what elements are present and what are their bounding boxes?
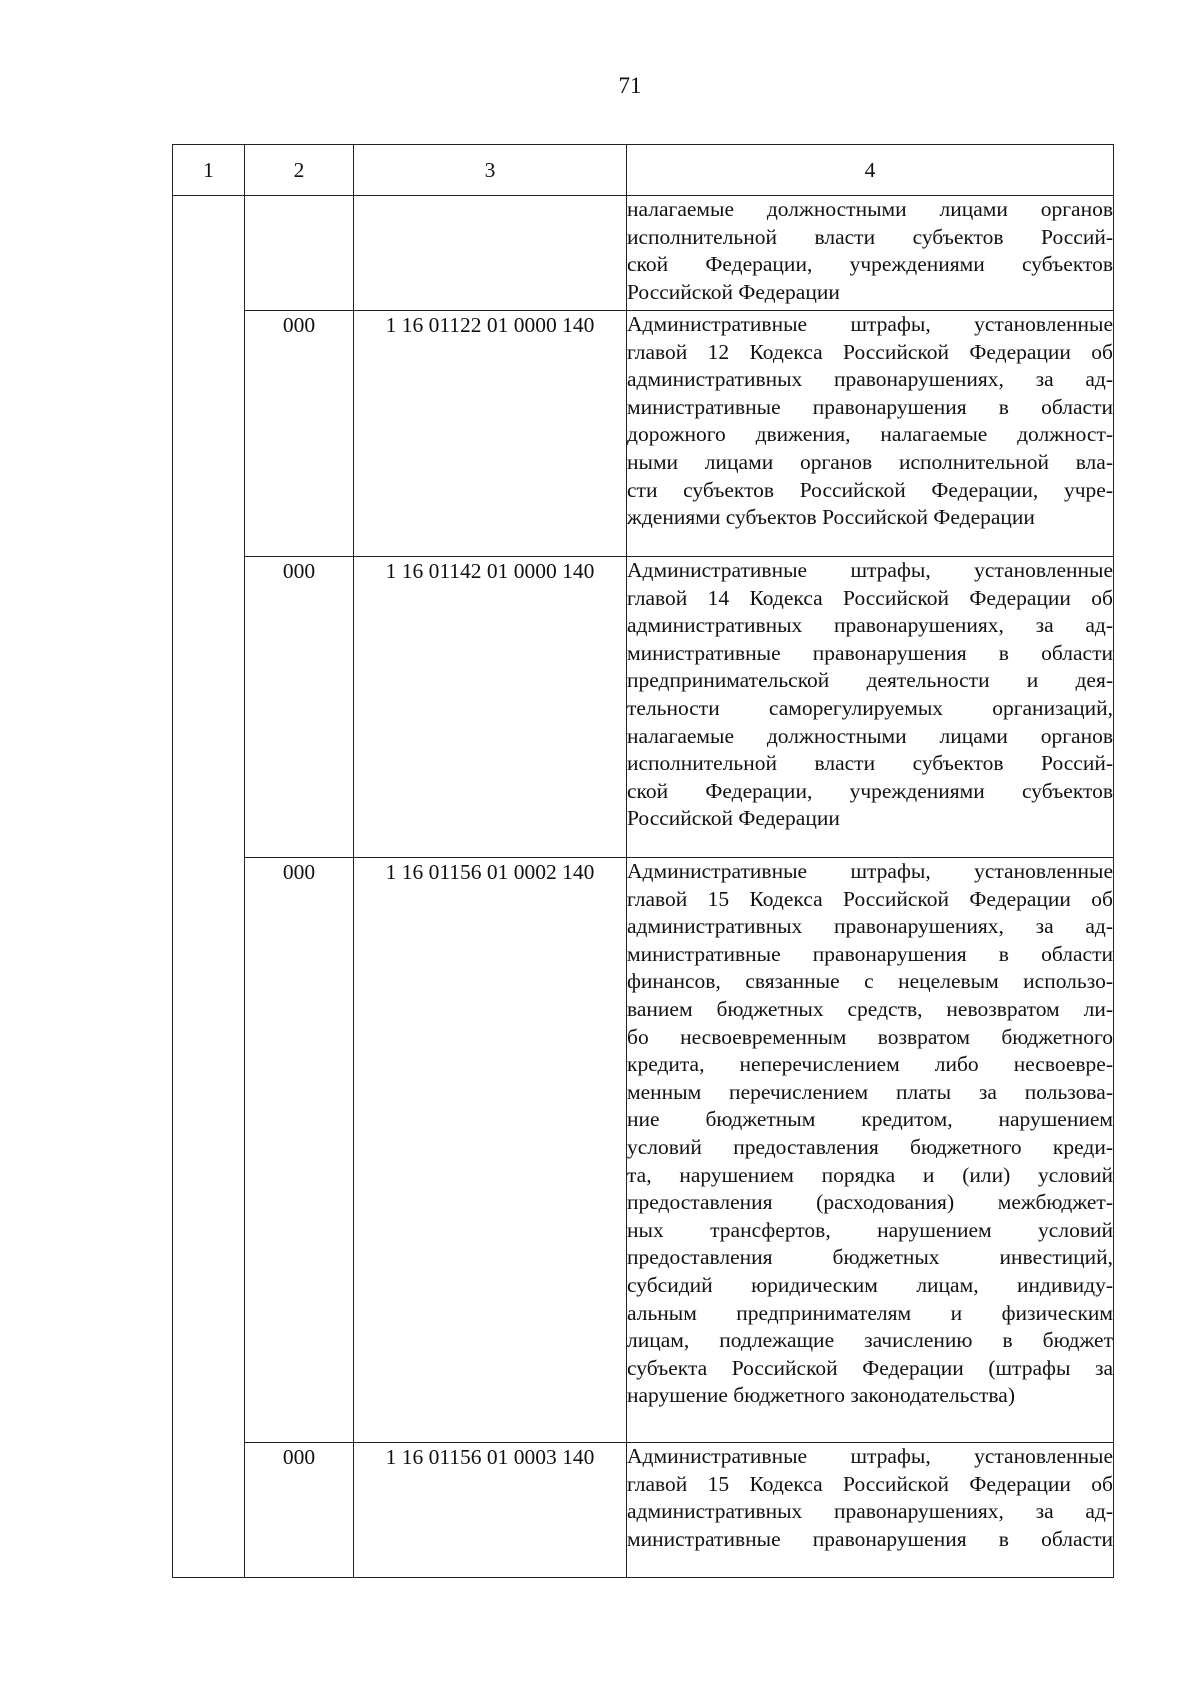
table-header-row <box>173 145 1114 196</box>
description-line: министративные правонарушения в области <box>627 640 1113 665</box>
description-line: финансов, связанные с нецелевым использо- <box>627 969 1113 994</box>
cell-description <box>627 858 1114 1443</box>
description-line: налагаемые должностными лицами органов <box>627 723 1113 748</box>
description-line: Административные штрафы, установленные <box>627 558 1113 582</box>
cell-description <box>627 311 1114 557</box>
cell-description <box>627 557 1114 858</box>
description-line: Административные штрафы, установленные <box>627 859 1113 883</box>
description-line: министративные правонарушения в области <box>627 394 1113 419</box>
cell-revenue-code: 1 16 01142 01 0000 140 <box>354 557 627 858</box>
description-line: бо несвоевременным возвратом бюджетного <box>627 1024 1113 1049</box>
cell-description <box>627 196 1114 311</box>
description-line: административных правонарушениях, за ад- <box>627 613 1113 638</box>
cell-admin-code: 000 <box>245 557 354 858</box>
description-line: ние бюджетным кредитом, нарушением <box>627 1107 1113 1132</box>
description-line: менным перечислением платы за пользова- <box>627 1079 1113 1104</box>
description-line: Административные штрафы, установленные <box>627 312 1113 336</box>
description-line: субъекта Российской Федерации (штрафы за <box>627 1355 1113 1380</box>
cell-admin-code: 000 <box>245 311 354 557</box>
cell-col1 <box>173 196 245 1578</box>
description-line: альным предпринимателям и физическим <box>627 1300 1113 1325</box>
table-row <box>173 858 1114 1443</box>
table-row <box>173 557 1114 858</box>
description-line: предоставления (расходования) межбюджет- <box>627 1190 1113 1215</box>
description-line: исполнительной власти субъектов Россий- <box>627 224 1113 249</box>
cell-revenue-code: 1 16 01122 01 0000 140 <box>354 311 627 557</box>
description-line: административных правонарушениях, за ад- <box>627 914 1113 939</box>
description-line: предоставления бюджетных инвестиций, <box>627 1245 1113 1270</box>
table-row <box>173 1443 1114 1578</box>
description-line: ванием бюджетных средств, невозвратом ли- <box>627 996 1113 1021</box>
description-line: главой 15 Кодекса Российской Федерации об <box>627 886 1113 911</box>
description-line: министративные правонарушения в области <box>627 1526 1113 1551</box>
cell-revenue-code: 1 16 01156 01 0002 140 <box>354 858 627 1443</box>
description-line: Российской Федерации <box>627 806 840 831</box>
cell-revenue-code <box>354 196 627 311</box>
description-line: ской Федерации, учреждениями субъектов <box>627 252 1113 277</box>
description-line: субсидий юридическим лицам, индивиду- <box>627 1272 1113 1297</box>
description-line: ными лицами органов исполнительной вла- <box>627 449 1113 474</box>
cell-revenue-code: 1 16 01156 01 0003 140 <box>354 1443 627 1578</box>
cell-description <box>627 1443 1114 1578</box>
description-line: сти субъектов Российской Федерации, учре- <box>627 477 1113 502</box>
description-line: ждениями субъектов Российской Федерации <box>627 505 1035 530</box>
table-row <box>173 311 1114 557</box>
description-line: административных правонарушениях, за ад- <box>627 1499 1113 1524</box>
column-header-3: 3 <box>354 145 627 196</box>
description-line: лицам, подлежащие зачислению в бюджет <box>627 1328 1113 1353</box>
cell-admin-code: 000 <box>245 1443 354 1578</box>
cell-admin-code <box>245 196 354 311</box>
description-line: налагаемые должностными лицами органов <box>627 197 1113 221</box>
table-body <box>173 196 1114 1578</box>
description-line: Административные штрафы, установленные <box>627 1444 1113 1468</box>
description-line: предпринимательской деятельности и дея- <box>627 668 1113 693</box>
description-line: министративные правонарушения в области <box>627 941 1113 966</box>
cell-admin-code: 000 <box>245 858 354 1443</box>
description-line: нарушение бюджетного законодательства) <box>627 1383 1015 1408</box>
description-line: главой 12 Кодекса Российской Федерации об <box>627 339 1113 364</box>
description-line: ных трансфертов, нарушением условий <box>627 1217 1113 1242</box>
description-line: условий предоставления бюджетного креди- <box>627 1134 1113 1159</box>
description-line: кредита, неперечислением либо несвоевре- <box>627 1052 1113 1077</box>
column-header-4: 4 <box>627 145 1114 196</box>
description-line: тельности саморегулируемых организаций, <box>627 695 1113 720</box>
page-number: 71 <box>618 73 642 98</box>
description-line: дорожного движения, налагаемые должност- <box>627 422 1113 447</box>
description-line: исполнительной власти субъектов Россий- <box>627 751 1113 776</box>
description-line: главой 14 Кодекса Российской Федерации об <box>627 585 1113 610</box>
column-header-1: 1 <box>173 145 245 196</box>
budget-classification-table <box>172 144 1114 1578</box>
table-row <box>173 196 1114 311</box>
column-header-2: 2 <box>245 145 354 196</box>
description-line: Российской Федерации <box>627 279 840 304</box>
description-line: административных правонарушениях, за ад- <box>627 367 1113 392</box>
description-line: та, нарушением порядка и (или) условий <box>627 1162 1113 1187</box>
description-line: главой 15 Кодекса Российской Федерации об <box>627 1471 1113 1496</box>
description-line: ской Федерации, учреждениями субъектов <box>627 778 1113 803</box>
